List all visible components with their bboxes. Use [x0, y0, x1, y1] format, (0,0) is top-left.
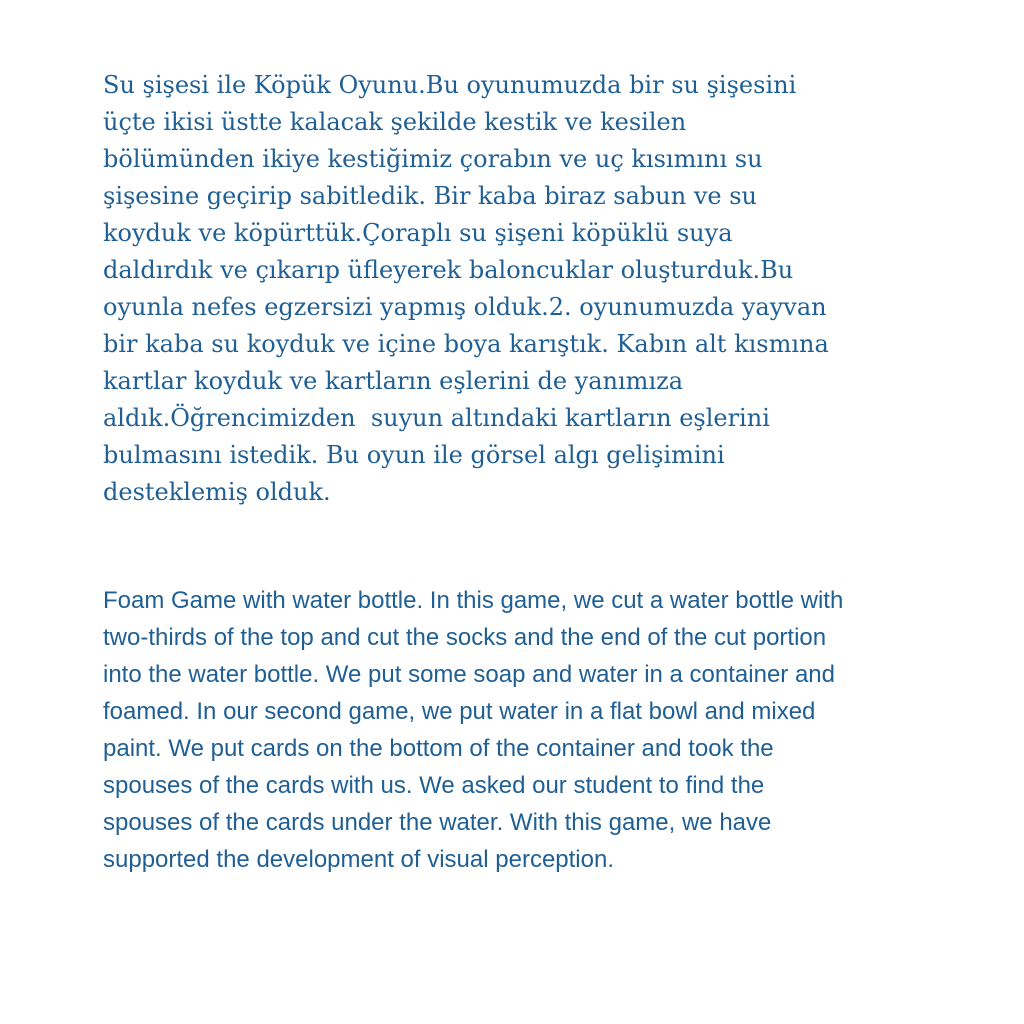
english-line: spouses of the cards with us. We asked our student to find the [103, 772, 765, 799]
english-paragraph [103, 582, 938, 878]
turkish-line: Su şişesi ile Köpük Oyunu.Bu oyunumuzda bir su şişesini [103, 71, 797, 99]
english-line: paint. We put cards on the bottom of the container and took the [103, 735, 774, 762]
english-line: into the water bottle. We put some soap and water in a container and [103, 661, 835, 688]
english-line: Foam Game with water bottle. In this game, we cut a water bottle with [103, 587, 844, 614]
turkish-line: daldırdık ve çıkarıp üfleyerek baloncuklar oluşturduk.Bu [103, 256, 794, 284]
turkish-line: desteklemiş olduk. [103, 478, 331, 506]
turkish-line: bir kaba su koyduk ve içine boya karıştık. Kabın alt kısmına [103, 330, 829, 358]
turkish-paragraph [103, 67, 933, 511]
turkish-line: oyunla nefes egzersizi yapmış olduk.2. oyunumuzda yayvan [103, 293, 827, 321]
turkish-line: şişesine geçirip sabitledik. Bir kaba biraz sabun ve su [103, 182, 757, 210]
turkish-line: koyduk ve köpürttük.Çoraplı su şişeni köpüklü suya [103, 219, 733, 247]
turkish-line: bulmasını istedik. Bu oyun ile görsel algı gelişimini [103, 441, 725, 469]
turkish-line: üçte ikisi üstte kalacak şekilde kestik ve kesilen [103, 108, 687, 136]
turkish-line: kartlar koyduk ve kartların eşlerini de yanımıza [103, 367, 684, 395]
turkish-line: bölümünden ikiye kestiğimiz çorabın ve uç kısımını su [103, 145, 763, 173]
english-line: two-thirds of the top and cut the socks and the end of the cut portion [103, 624, 827, 651]
english-line: foamed. In our second game, we put water in a flat bowl and mixed [103, 698, 816, 725]
turkish-line: aldık.Öğrencimizden suyun altındaki kartların eşlerini [103, 404, 770, 432]
english-line: supported the development of visual perception. [103, 846, 614, 873]
english-line: spouses of the cards under the water. With this game, we have [103, 809, 772, 836]
